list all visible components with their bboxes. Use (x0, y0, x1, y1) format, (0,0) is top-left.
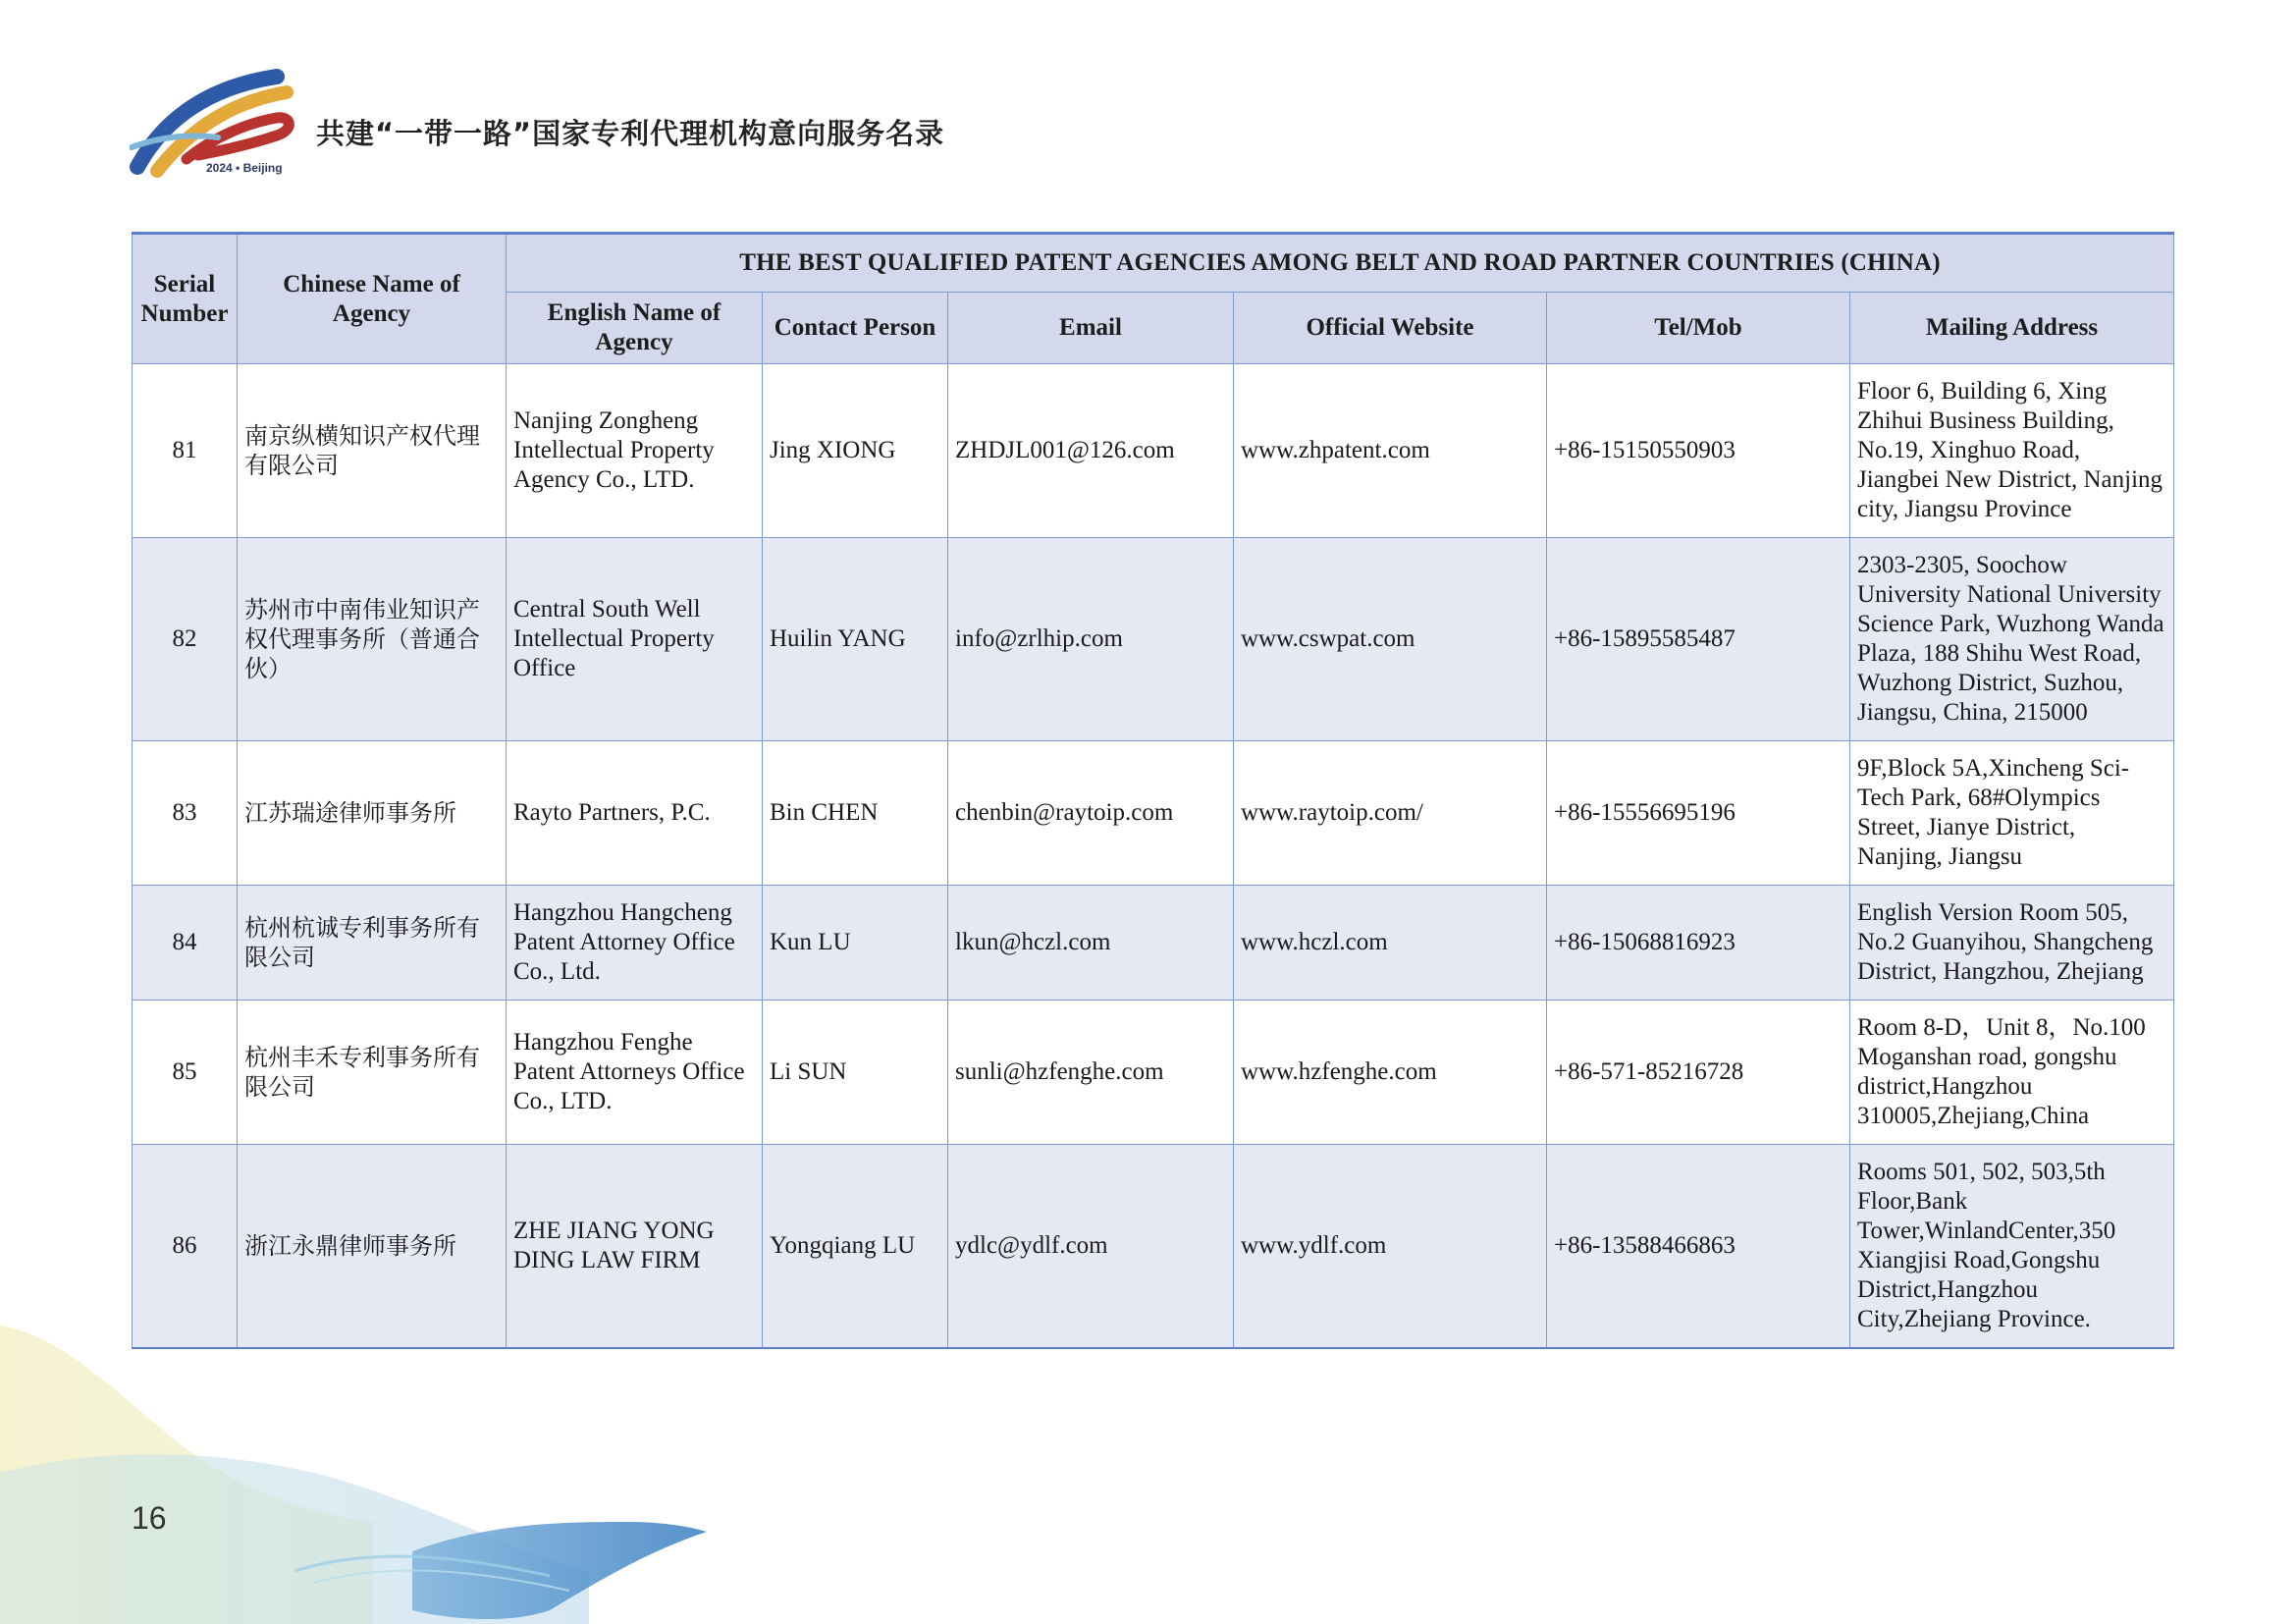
document-title: 共建“一带一路”国家专利代理机构意向服务名录 (316, 117, 945, 150)
cell-email[interactable]: lkun@hczl.com (948, 886, 1234, 1001)
cell-english-name: ZHE JIANG YONG DING LAW FIRM (507, 1145, 763, 1349)
cell-website[interactable]: www.cswpat.com (1234, 538, 1547, 741)
cell-serial: 81 (133, 364, 238, 538)
table-row (133, 364, 2174, 538)
table-row (133, 741, 2174, 886)
cell-contact: Huilin YANG (763, 538, 948, 741)
cell-website[interactable]: www.hzfenghe.com (1234, 1001, 1547, 1145)
cell-address: Room 8-D，Unit 8，No.100 Moganshan road, gongshu district,Hangzhou 310005,Zhejiang,China (1850, 1001, 2174, 1145)
cell-address: Floor 6, Building 6, Xing Zhihui Business Building, No.19, Xinghuo Road, Jiangbei New District, Nanjing city, Jiangsu Province (1850, 364, 2174, 538)
logo-caption: 2024 • Beijing (206, 161, 283, 175)
cell-english-name: Hangzhou Hangcheng Patent Attorney Office Co., Ltd. (507, 886, 763, 1001)
cell-serial: 85 (133, 1001, 238, 1145)
cell-website[interactable]: www.raytoip.com/ (1234, 741, 1547, 886)
cell-address: 2303-2305, Soochow University National University Science Park, Wuzhong Wanda Plaza, 188 Shihu West Road, Wuzhong District, Suzhou, Jiangsu, China, 215000 (1850, 538, 2174, 741)
cell-english-name: Central South Well Intellectual Property Office (507, 538, 763, 741)
cell-tel: +86-13588466863 (1547, 1145, 1850, 1349)
cell-chinese-name: 南京纵横知识产权代理有限公司 (238, 364, 507, 538)
cell-email[interactable]: chenbin@raytoip.com (948, 741, 1234, 886)
table-row (133, 538, 2174, 741)
cell-website[interactable]: www.ydlf.com (1234, 1145, 1547, 1349)
header-chinese-name: Chinese Name of Agency (238, 234, 507, 364)
cell-chinese-name: 杭州丰禾专利事务所有限公司 (238, 1001, 507, 1145)
decorative-wave (0, 1326, 746, 1624)
cell-serial: 83 (133, 741, 238, 886)
cell-contact: Bin CHEN (763, 741, 948, 886)
cell-address: English Version Room 505, No.2 Guanyihou, Shangcheng District, Hangzhou, Zhejiang (1850, 886, 2174, 1001)
cell-contact: Kun LU (763, 886, 948, 1001)
cell-contact: Jing XIONG (763, 364, 948, 538)
cell-tel: +86-15556695196 (1547, 741, 1850, 886)
cell-chinese-name: 杭州杭诚专利事务所有限公司 (238, 886, 507, 1001)
cell-email[interactable]: ZHDJL001@126.com (948, 364, 1234, 538)
cell-chinese-name: 江苏瑞途律师事务所 (238, 741, 507, 886)
page-number: 16 (132, 1500, 167, 1536)
header-contact-person: Contact Person (763, 293, 948, 364)
header-mailing-address: Mailing Address (1850, 293, 2174, 364)
cell-english-name: Rayto Partners, P.C. (507, 741, 763, 886)
table-row (133, 1001, 2174, 1145)
cell-email[interactable]: ydlc@ydlf.com (948, 1145, 1234, 1349)
header-official-website: Official Website (1234, 293, 1547, 364)
cell-address: Rooms 501, 502, 503,5th Floor,Bank Tower,WinlandCenter,350 Xiangjisi Road,Gongshu District,Hangzhou City,Zhejiang Province. (1850, 1145, 2174, 1349)
cell-email[interactable]: info@zrlhip.com (948, 538, 1234, 741)
header-english-name: English Name of Agency (507, 293, 763, 364)
cell-tel: +86-15895585487 (1547, 538, 1850, 741)
cell-chinese-name: 浙江永鼎律师事务所 (238, 1145, 507, 1349)
cell-contact: Li SUN (763, 1001, 948, 1145)
header-tel-mob: Tel/Mob (1547, 293, 1850, 364)
header-email: Email (948, 293, 1234, 364)
cell-tel: +86-15068816923 (1547, 886, 1850, 1001)
cell-chinese-name: 苏州市中南伟业知识产权代理事务所（普通合伙） (238, 538, 507, 741)
cell-address: 9F,Block 5A,Xincheng Sci-Tech Park, 68#Olympics Street, Jianye District, Nanjing, Jiangsu (1850, 741, 2174, 886)
header-serial-number: Serial Number (133, 234, 238, 364)
cell-serial: 84 (133, 886, 238, 1001)
cell-serial: 86 (133, 1145, 238, 1349)
cell-tel: +86-571-85216728 (1547, 1001, 1850, 1145)
cell-website[interactable]: www.zhpatent.com (1234, 364, 1547, 538)
cell-email[interactable]: sunli@hzfenghe.com (948, 1001, 1234, 1145)
cell-tel: +86-15150550903 (1547, 364, 1850, 538)
cell-serial: 82 (133, 538, 238, 741)
cell-contact: Yongqiang LU (763, 1145, 948, 1349)
cell-english-name: Nanjing Zongheng Intellectual Property Agency Co., LTD. (507, 364, 763, 538)
agency-table-container (132, 232, 2173, 1349)
table-row (133, 1145, 2174, 1349)
table-row (133, 886, 2174, 1001)
agency-table (132, 232, 2174, 1349)
table-banner: THE BEST QUALIFIED PATENT AGENCIES AMONG BELT AND ROAD PARTNER COUNTRIES (CHINA) (507, 234, 2174, 293)
cell-website[interactable]: www.hczl.com (1234, 886, 1547, 1001)
cell-english-name: Hangzhou Fenghe Patent Attorneys Office Co., LTD. (507, 1001, 763, 1145)
